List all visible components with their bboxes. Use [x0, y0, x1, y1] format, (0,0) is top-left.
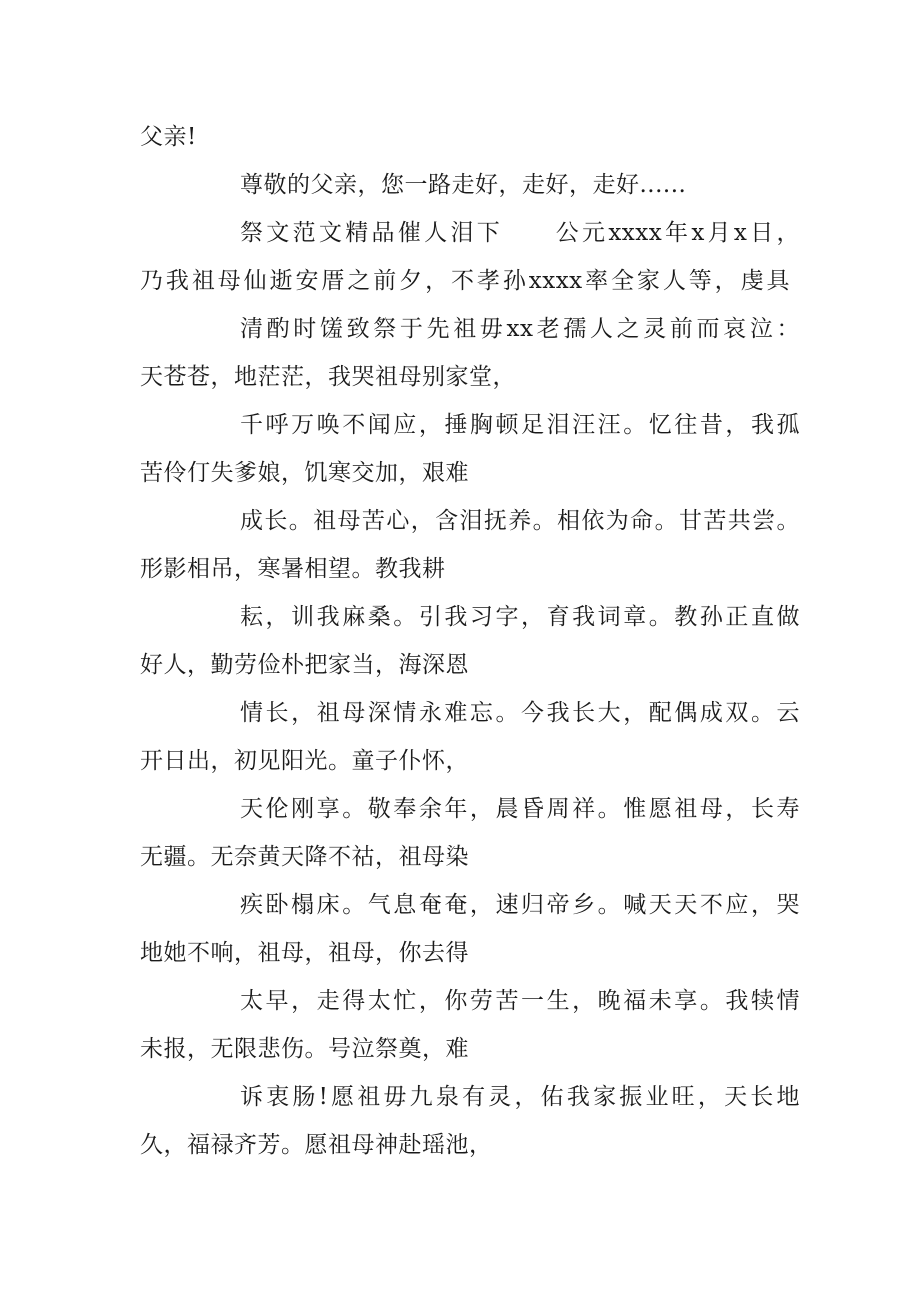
text-line-22: 久，福禄齐芳。愿祖母神赴瑶池， — [140, 1132, 493, 1158]
text-line-18: 地她不响，祖母，祖母，你去得 — [140, 940, 469, 966]
text-line-14: 开日出，初见阳光。童子仆怀， — [140, 748, 469, 774]
text-line-7: 千呼万唤不闻应，捶胸顿足泪汪汪。忆往昔，我孤 — [240, 412, 800, 438]
text-line-13: 情长，祖母深情永难忘。今我长大，配偶成双。云 — [240, 700, 800, 726]
text-line-12: 好人，勤劳俭朴把家当，海深恩 — [140, 652, 469, 678]
text-line-5: 清酌时馐致祭于先祖毋xx老孺人之灵前而哀泣： — [240, 316, 800, 342]
text-line-11: 耘，训我麻桑。引我习字，育我词章。教孙正直做 — [240, 604, 800, 630]
text-line-4: 乃我祖母仙逝安厝之前夕，不孝孙xxxx率全家人等，虔具 — [140, 268, 790, 294]
text-line-2: 尊敬的父亲，您一路走好，走好，走好...... — [240, 172, 687, 198]
text-line-21: 诉衷肠!愿祖毋九泉有灵，佑我家振业旺，天长地 — [240, 1084, 800, 1110]
text-line-19: 太早，走得太忙，你劳苦一生，晚福未享。我犊情 — [240, 988, 800, 1014]
text-line-17: 疾卧榻床。气息奄奄，速归帝乡。喊天天不应，哭 — [240, 892, 800, 918]
text-line-16: 无疆。无奈黄天降不祜，祖母染 — [140, 844, 469, 870]
text-line-9: 成长。祖母苦心，含泪抚养。相依为命。甘苦共尝。 — [240, 508, 800, 534]
text-line-15: 天伦刚享。敬奉余年，晨昏周祥。惟愿祖母，长寿 — [240, 796, 800, 822]
text-line-20: 未报，无限悲伤。号泣祭奠，难 — [140, 1036, 469, 1062]
text-line-8: 苦伶仃失爹娘，饥寒交加，艰难 — [140, 460, 469, 486]
text-line-6: 天苍苍，地茫茫，我哭祖母别家堂， — [140, 364, 516, 390]
text-line-10: 形影相吊，寒暑相望。教我耕 — [140, 556, 446, 582]
text-line-3: 祭文范文精品催人泪下 公元xxxx年x月x日， — [240, 220, 800, 246]
text-line-1: 父亲! — [140, 124, 197, 150]
